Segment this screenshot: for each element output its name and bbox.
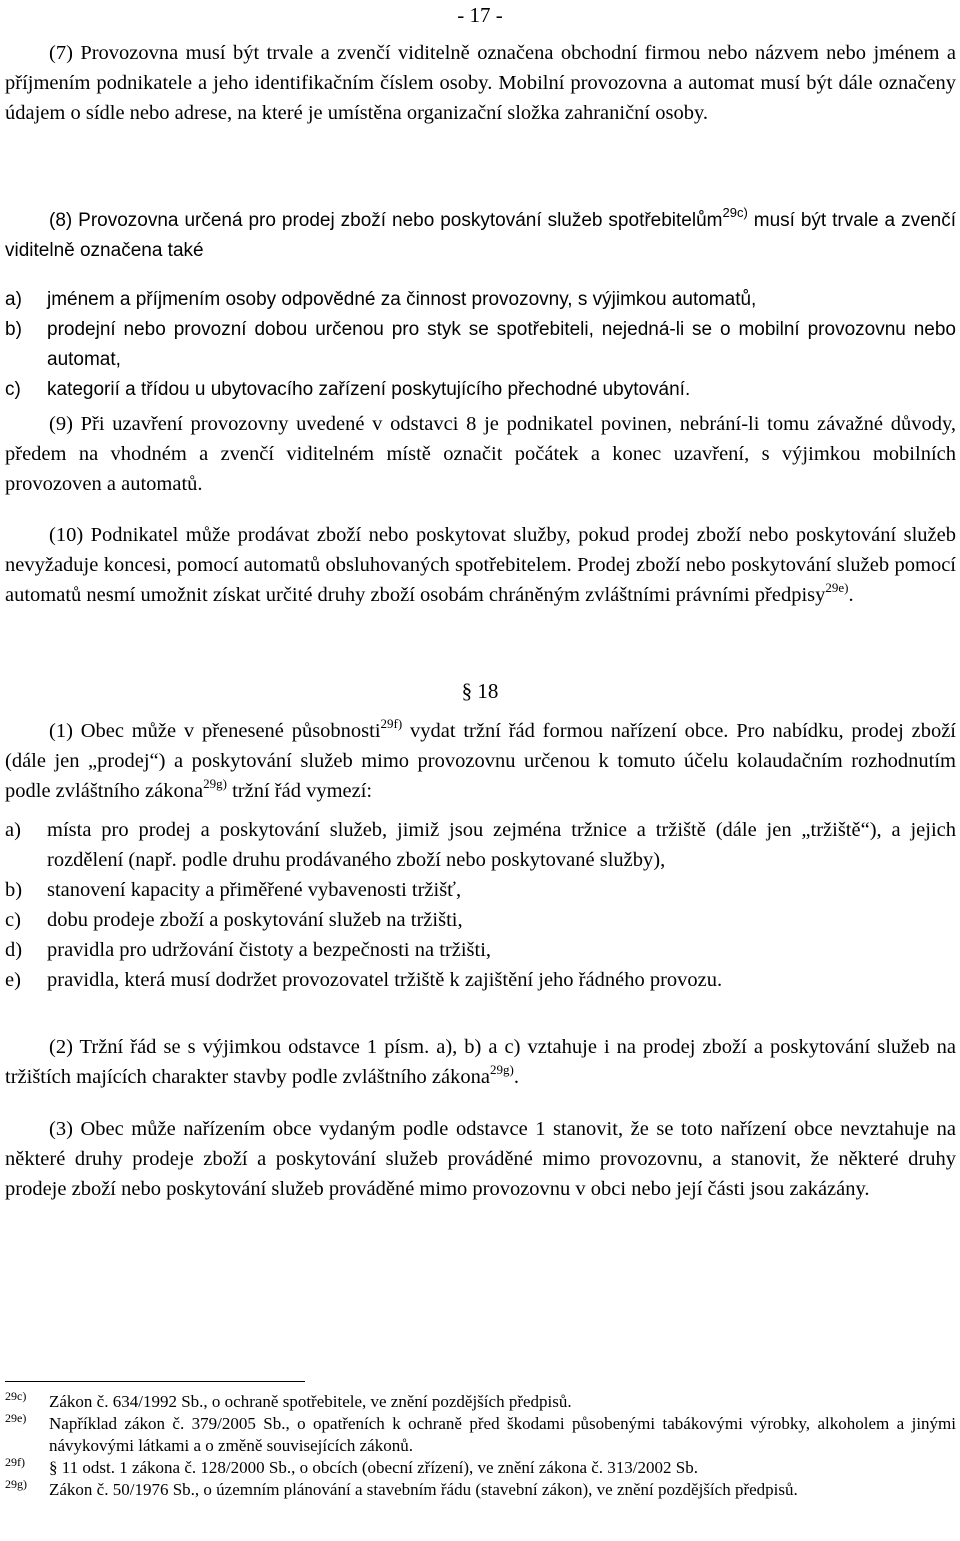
footnote-text: Zákon č. 634/1992 Sb., o ochraně spotřebitele, ve znění pozdějších předpisů. [49,1392,572,1411]
paragraph-10 [5,520,956,610]
list-item-text: prodejní nebo provozní dobou určenou pro styk se spotřebiteli, nejedná-li se o mobilní provozovnu nebo automat, [47,319,956,370]
section-18-paragraph-3: (3) Obec může nařízením obce vydaným podle odstavce 1 stanovit, že se toto nařízení obce nevztahuje na některé druhy prodeje zboží a poskytování služeb prováděné mimo provozovnu, a stanovit, že některé druhy prodeje zboží nebo poskytování služeb prováděné mimo provozovnu v obci nebo její části jsou zakázány. [5,1118,956,1200]
footnote-29c [5,1391,956,1413]
list-item-text: místa pro prodej a poskytování služeb, jimiž jsou zejména tržnice a tržiště (dále jen „tržiště“), a jejich rozdělení (např. podle druhu prodávaného zboží nebo poskytované služby), [47,819,956,871]
list-marker: e) [5,969,21,991]
list-item [5,905,956,935]
footnote-text: Zákon č. 50/1976 Sb., o územním plánování a stavebním řádu (stavební zákon), ve znění pozdějších předpisů. [49,1480,798,1499]
footnote-ref-29e[interactable]: 29e) [825,580,849,595]
section-18-list [5,815,956,995]
list-item-text: kategorií a třídou u ubytovacího zařízení poskytujícího přechodné ubytování. [47,379,691,400]
list-item [5,375,956,405]
list-item [5,965,956,995]
footnote-ref-29f[interactable]: 29f) [380,716,403,731]
footnotes [5,1391,956,1501]
paragraph-10-text-a: (10) Podnikatel může prodávat zboží nebo poskytovat služby, pokud prodej zboží nebo poskytování služeb nevyžaduje koncesi, pomocí automatů obsluhovaných spotřebitelem. Prodej zboží nebo poskytování služeb pomocí automatů nesmí umožnit získat určité druhy zboží osobám chráněným zvláštními právními předpisy [5,524,956,606]
footnote-text: Například zákon č. 379/2005 Sb., o opatřeních k ochraně před škodami působenými tabákovými výrobky, alkoholem a jinými návykovými látkami a o změně souvisejících zákonů. [49,1414,956,1455]
footnote-mark: 29f) [5,1455,25,1469]
footnote-ref-29g[interactable]: 29g) [489,1062,514,1077]
footnote-mark: 29c) [5,1389,27,1403]
s18-p2-text-a: (2) Tržní řád se s výjimkou odstavce 1 písm. a), b) a c) vztahuje i na prodej zboží a poskytování služeb na tržištích majících charakter stavby podle zvláštního zákona [5,1036,956,1088]
s18-p1-text-b: vydat tržní řád formou nařízení obce. Pro nabídku, prodej zboží (dále jen „prodej“) a poskytování služeb mimo provozovnu určenou k tomuto účelu kolaudačním rozhodnutím podle zvláštního zákona [5,720,956,802]
footnote-ref-29g[interactable]: 29g) [203,776,227,791]
paragraph-8-list [5,285,956,405]
page-number: - 17 - [457,3,503,27]
list-marker: a) [5,819,21,841]
paragraph-8-text-b: musí být trvale a zvenčí viditelně označena také [5,210,956,261]
footnote-ref-29c[interactable]: 29c) [722,205,748,220]
footnote-separator [5,1381,305,1382]
list-item [5,315,956,375]
list-item-text: dobu prodeje zboží a poskytování služeb na tržišti, [47,909,463,931]
footnote-29e [5,1413,956,1457]
list-item [5,815,956,875]
footnote-mark: 29g) [5,1477,27,1491]
paragraph-10-text-b: . [848,584,854,606]
list-item-text: jménem a příjmením osoby odpovědné za činnost provozovny, s výjimkou automatů, [47,289,757,310]
footnote-text: § 11 odst. 1 zákona č. 128/2000 Sb., o obcích (obecní zřízení), ve znění zákona č. 313/2002 Sb. [49,1458,698,1477]
list-item-text: pravidla, která musí dodržet provozovatel tržiště k zajištění jeho řádného provozu. [47,969,723,991]
list-item [5,285,956,315]
list-marker: a) [5,289,22,310]
s18-p1-text-c: tržní řád vymezí: [226,780,373,802]
list-item-text: stanovení kapacity a přiměřené vybavenosti tržišť, [47,879,462,901]
footnote-29g [5,1479,956,1501]
s18-p1-text-a: (1) Obec může v přenesené působnosti [49,720,381,742]
paragraph-8-text-a: (8) Provozovna určená pro prodej zboží nebo poskytování služeb spotřebitelům [49,210,723,231]
paragraph-9: (9) Při uzavření provozovny uvedené v odstavci 8 je podnikatel povinen, nebrání-li tomu závažné důvody, předem na vhodném a zvenčí viditelném místě označit počátek a konec uzavření, s výjimkou mobilních provozoven a automatů. [5,413,956,495]
list-item-text: pravidla pro udržování čistoty a bezpečnosti na tržišti, [47,939,492,961]
list-marker: c) [5,379,21,400]
footnote-29f [5,1457,956,1479]
section-18-paragraph-2 [5,1032,956,1092]
list-marker: b) [5,319,22,340]
section-18-paragraph-1 [5,716,956,806]
list-marker: c) [5,909,21,931]
paragraph-7: (7) Provozovna musí být trvale a zvenčí viditelně označena obchodní firmou nebo názvem nebo jménem a příjmením podnikatele a jeho identifikačním číslem osoby. Mobilní provozovna a automat musí být dále označeny údajem o sídle nebo adrese, na které je umístěna organizační složka zahraniční osoby. [5,42,956,124]
list-marker: d) [5,939,23,961]
list-item [5,875,956,905]
paragraph-8 [5,206,956,266]
footnote-mark: 29e) [5,1411,27,1425]
s18-p2-text-b: . [513,1066,519,1088]
list-marker: b) [5,879,23,901]
section-heading: § 18 [461,679,499,703]
list-item [5,935,956,965]
